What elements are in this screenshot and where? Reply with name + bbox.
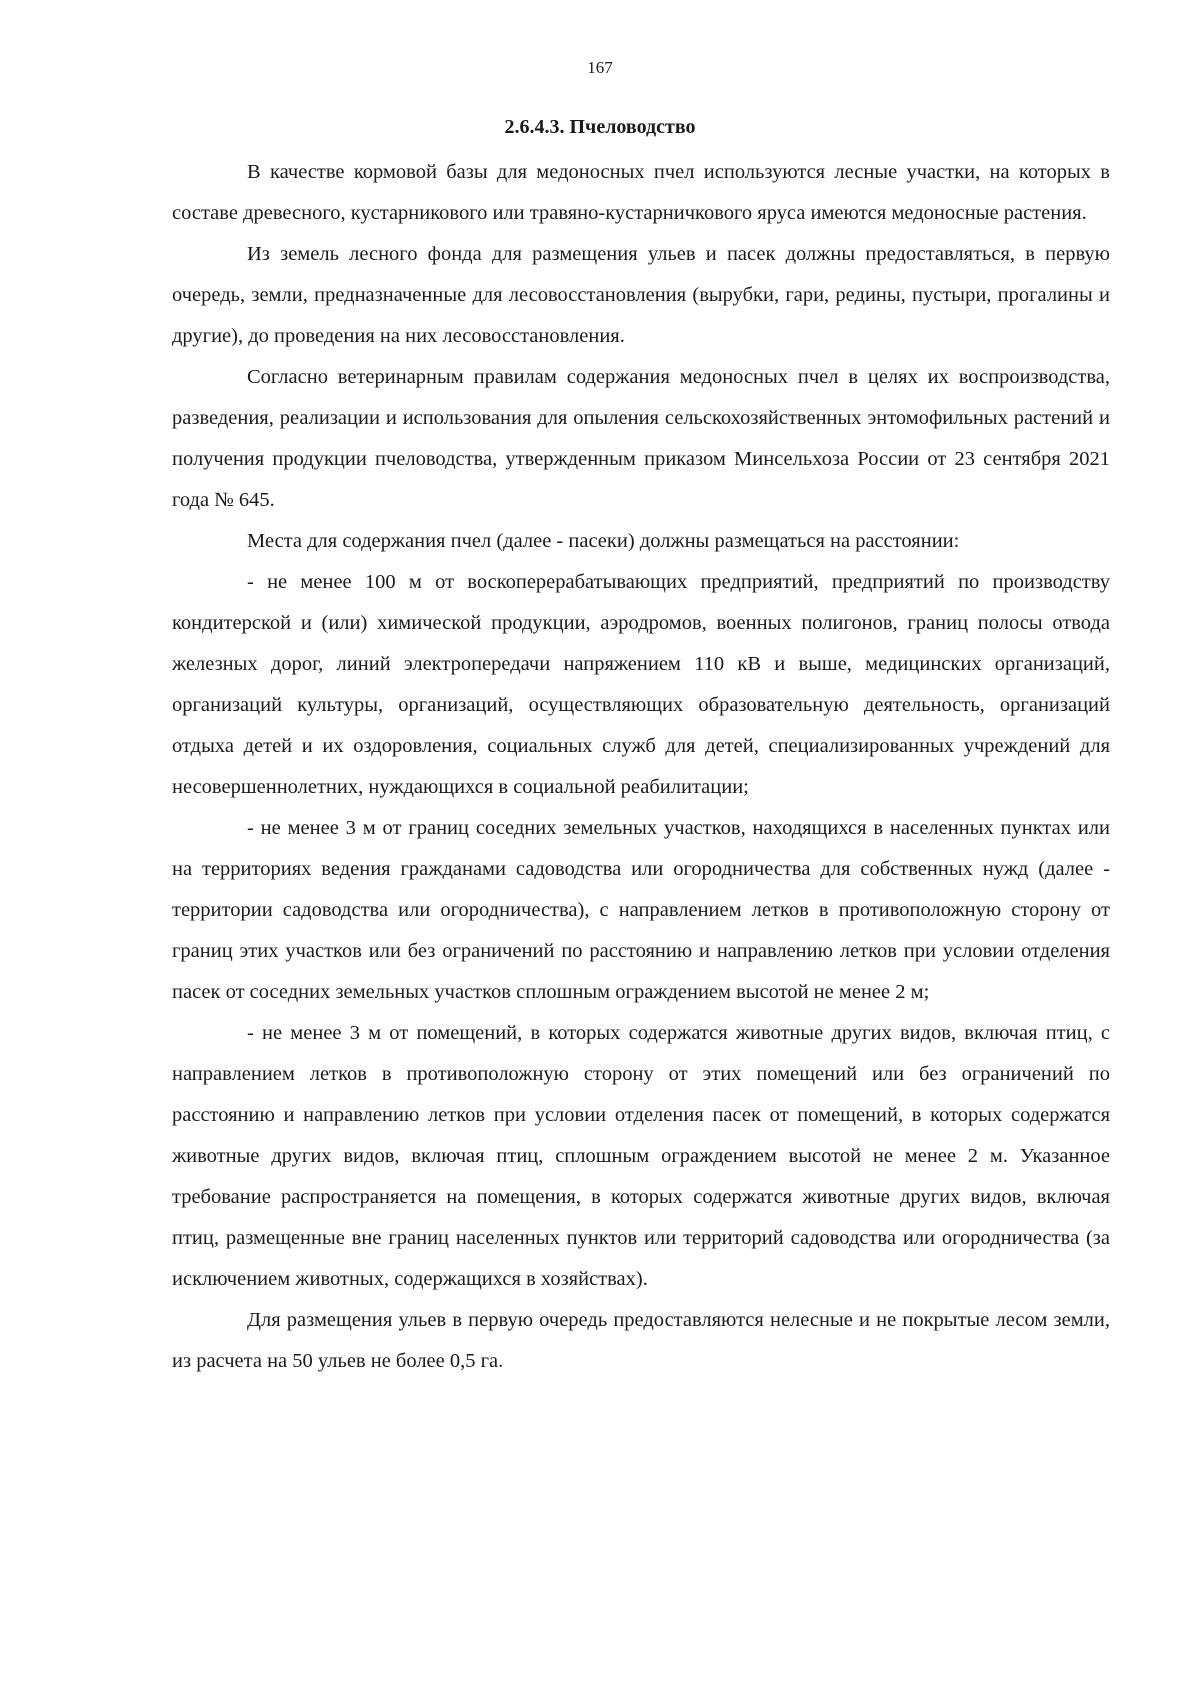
paragraph: Из земель лесного фонда для размещения ульев и пасек должны предоставляться, в первую очередь, земли, предназначенные для лесовосстановления (вырубки, гари, редины, пустыри, прогалины и другие), до проведения на них лесовосстановления.: [172, 243, 1110, 347]
paragraph: В качестве кормовой базы для медоносных пчел используются лесные участки, на которых в составе древесного, кустарникового или травяно-кустарничкового яруса имеются медоносные растения.: [172, 161, 1110, 224]
list-item-paragraph: - не менее 3 м от помещений, в которых содержатся животные других видов, включая птиц, с направлением летков в противоположную сторону от этих помещений или без ограничений по расстоянию и направлению летков при условии отделения пасек от помещений, в которых содержатся животные других видов, включая птиц, сплошным ограждением высотой не менее 2 м. Указанное требование распространяется на помещения, в которых содержатся животные других видов, включая птиц, размещенные вне границ населенных пунктов или территорий садоводства или огородничества (за исключением животных, содержащихся в хозяйствах).: [172, 1022, 1110, 1290]
document-body: [172, 152, 1110, 1382]
paragraph: Места для содержания пчел (далее - пасеки) должны размещаться на расстоянии:: [247, 530, 960, 552]
paragraph: Для размещения ульев в первую очередь предоставляются нелесные и не покрытые лесом земли, из расчета на 50 ульев не более 0,5 га.: [172, 1309, 1110, 1372]
list-item-paragraph: - не менее 3 м от границ соседних земельных участков, находящихся в населенных пунктах или на территориях ведения гражданами садоводства или огородничества для собственных нужд (далее - территории садоводства или огородничества), с направлением летков в противоположную сторону от границ этих участков или без ограничений по расстоянию и направлению летков при условии отделения пасек от соседних земельных участков сплошным ограждением высотой не менее 2 м;: [172, 817, 1110, 1003]
list-item-paragraph: - не менее 100 м от воскоперерабатывающих предприятий, предприятий по производству кондитерской и (или) химической продукции, аэродромов, военных полигонов, границ полосы отвода железных дорог, линий электропередачи напряжением 110 кВ и выше, медицинских организаций, организаций культуры, организаций, осуществляющих образовательную деятельность, организаций отдыха детей и их оздоровления, социальных служб для детей, специализированных учреждений для несовершеннолетних, нуждающихся в социальной реабилитации;: [172, 571, 1110, 798]
paragraph: Согласно ветеринарным правилам содержания медоносных пчел в целях их воспроизводства, разведения, реализации и использования для опыления сельскохозяйственных энтомофильных растений и получения продукции пчеловодства, утвержденным приказом Минсельхоза России от 23 сентября 2021 года № 645.: [172, 366, 1110, 511]
section-heading: 2.6.4.3. Пчеловодство: [504, 116, 696, 138]
page-number: 167: [587, 58, 613, 77]
